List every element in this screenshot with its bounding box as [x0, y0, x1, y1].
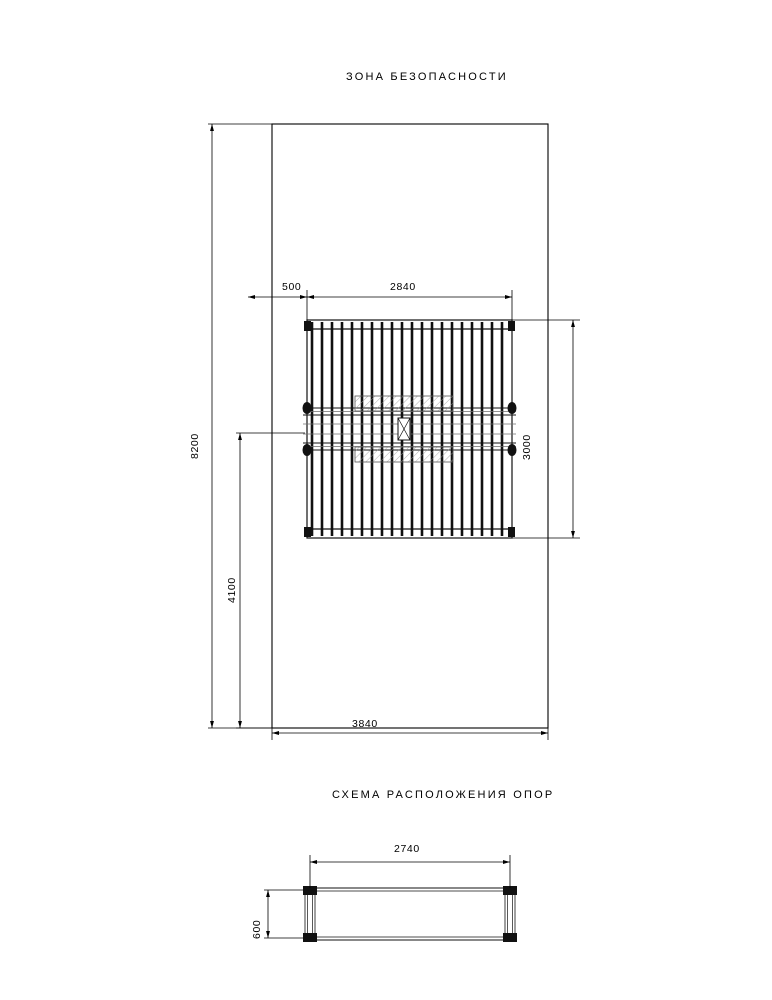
dimension-lines-zone [208, 124, 580, 740]
dim-supports-depth: 600 [251, 919, 263, 939]
dim-object-height: 3000 [521, 434, 533, 460]
dim-object-width: 2840 [390, 281, 416, 293]
dim-offset-left: 500 [282, 281, 302, 293]
safety-zone-title: ЗОНА БЕЗОПАСНОСТИ [346, 71, 508, 83]
dim-zone-height: 8200 [189, 433, 201, 459]
dim-zone-width: 3840 [352, 718, 378, 730]
dim-bottom-offset: 4100 [226, 577, 238, 603]
supports-layout-plan [303, 886, 517, 942]
dim-supports-span: 2740 [394, 843, 420, 855]
dimension-lines-supports [264, 855, 510, 938]
supports-layout-title: СХЕМА РАСПОЛОЖЕНИЯ ОПОР [332, 789, 555, 801]
play-structure-plan [303, 320, 517, 538]
